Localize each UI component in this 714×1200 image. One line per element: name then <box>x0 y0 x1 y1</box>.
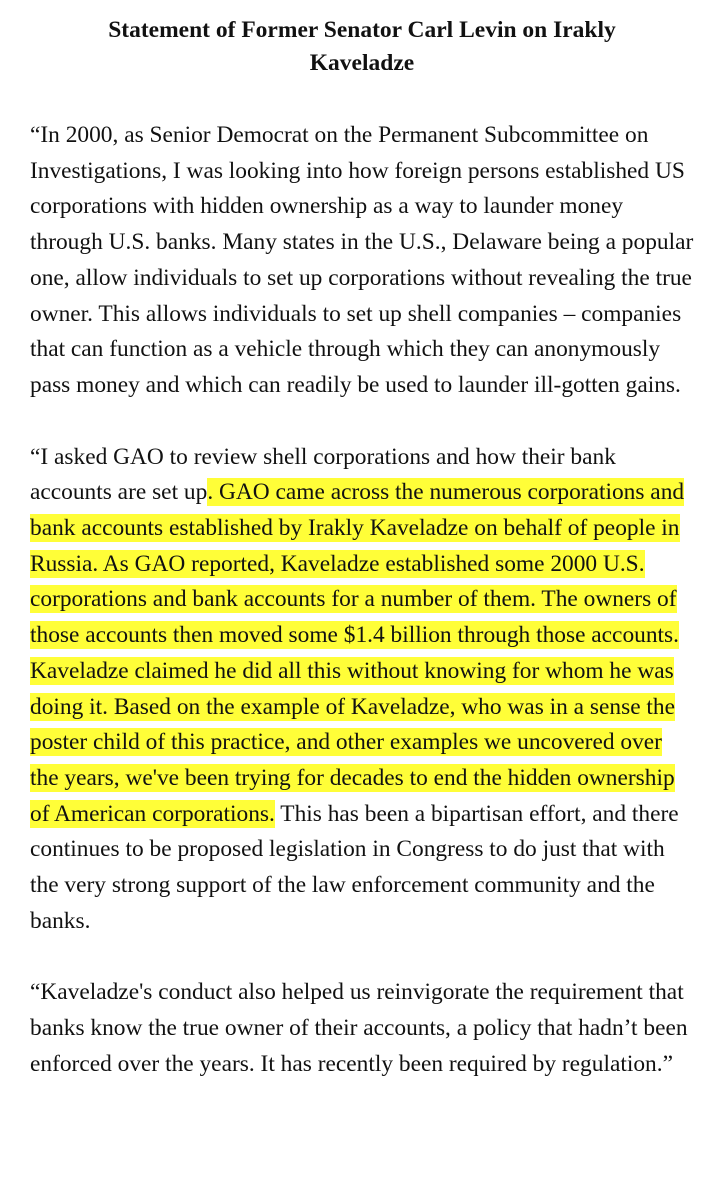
paragraph-3-text: “Kaveladze's conduct also helped us reinvigorate the requirement that banks know the true owner of their accounts, a policy that hadn’t been enforced over the years. It has recently been required by regulation.” <box>30 979 688 1077</box>
statement-document <box>30 14 694 1119</box>
paragraph-1 <box>30 118 694 404</box>
paragraph-2-text-after: This has been a bipartisan effort, and there continues to be proposed legislation in Congress to do just that with the very strong support of the law enforcement community and the banks. <box>30 800 679 934</box>
paragraph-3 <box>30 975 694 1082</box>
statement-title: Statement of Former Senator Carl Levin on Irakly Kaveladze <box>108 17 616 76</box>
paragraph-2-text-before: “I asked GAO to review shell corporations and how their bank accounts are set up <box>30 443 616 506</box>
paragraph-1-text: “In 2000, as Senior Democrat on the Permanent Subcommittee on Investigations, I was looking into how foreign persons established US corporations with hidden ownership as a way to launder money through U.S. banks. Many states in the U.S., Delaware being a popular one, allow individuals to set up corporations without revealing the true owner. This allows individuals to set up shell companies – companies that can function as a vehicle through which they can anonymously pass money and which can readily be used to launder ill-gotten gains. <box>30 122 694 398</box>
highlighted-passage: . GAO came across the numerous corporations and bank accounts established by Irakly Kaveladze on behalf of people in Russia. As GAO reported, Kaveladze established some 2000 U.S. corporations and bank accounts for a number of them. The owners of those accounts then moved some $1.4 billion through those accounts. Kaveladze claimed he did all this without knowing for whom he was doing it. Based on the example of Kaveladze, who was in a sense the poster child of this practice, and other examples we uncovered over the years, we've been trying for decades to end the hidden ownership of American corporations. <box>30 479 685 827</box>
paragraph-2 <box>30 440 694 940</box>
